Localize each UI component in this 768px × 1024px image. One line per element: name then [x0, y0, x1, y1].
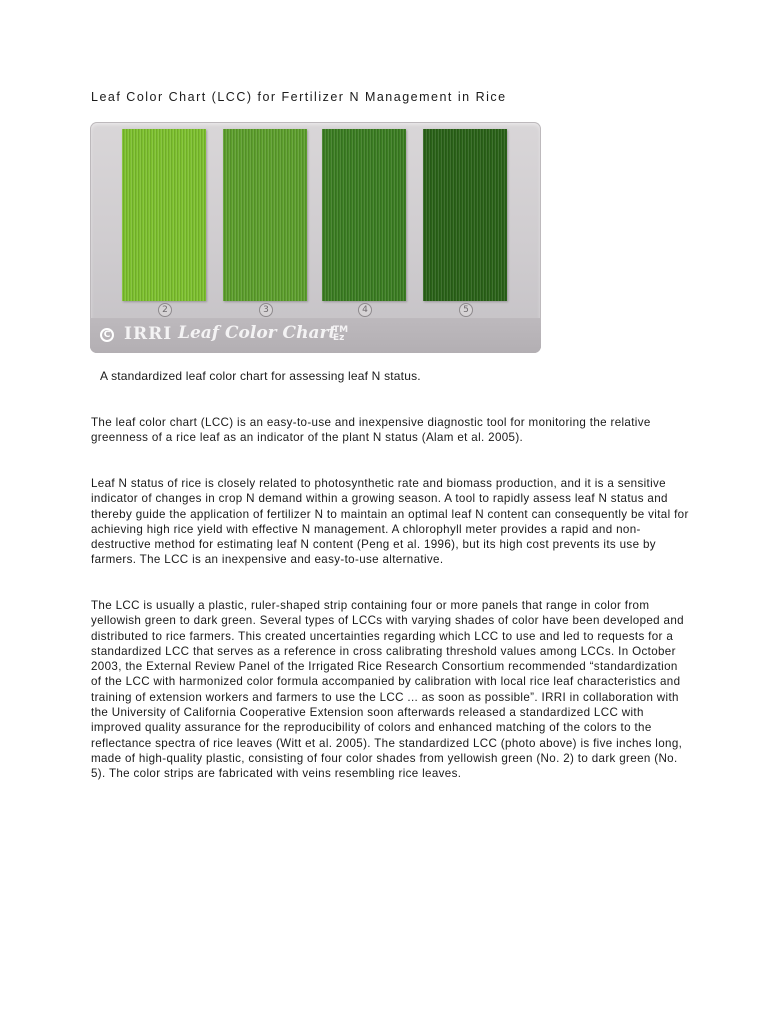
- paragraph-2: Leaf N status of rice is closely related to photosynthetic rate and biomass production, and it is a sensitive indicator of changes in crop N demand within a growing season. A tool to rapidly assess leaf N status and thereby guide the application of fertilizer N to maintain an optimal leaf N content can consequently be vital for achieving high rice yield with effective N management. A chlorophyll meter provides a rapid and non-destructive method for estimating leaf N content (Peng et al. 1996), but its high cost prevents its use by farmers. The LCC is an inexpensive and easy-to-use alternative.: [91, 477, 689, 567]
- paragraph-1: The leaf color chart (LCC) is an easy-to-use and inexpensive diagnostic tool for monitoring the relative greenness of a rice leaf as an indicator of the plant N status (Alam et al. 2005).: [91, 416, 651, 445]
- leaf-color-chart-brand: Leaf Color Chart: [178, 323, 337, 343]
- panel-number-5: 5: [459, 303, 473, 317]
- panel-number-3: 3: [259, 303, 273, 317]
- panel-number-4: 4: [358, 303, 372, 317]
- color-panel-4: [322, 129, 406, 301]
- panel-number-2: 2: [158, 303, 172, 317]
- color-panel-3: [223, 129, 307, 301]
- paragraph-3: The LCC is usually a plastic, ruler-shaped strip containing four or more panels that range in color from yellowish green to dark green. Several types of LCCs with varying shades of color have been developed and distributed to rice farmers. This created uncertainties regarding which LCC to use and led to requests for a standardized LCC that serves as a reference in cross calibrating threshold values among LCCs. In October 2003, the External Review Panel of the Irrigated Rice Research Consortium recommended “standardization of the LCC with harmonized color formula accompanied by calibration with local rice leaf characteristics and training of extension workers and farmers to use the LCC ... as soon as possible”. IRRI in collaboration with the University of California Cooperative Extension soon afterwards released a standardized LCC with improved quality assurance for the reproducibility of colors and enhanced matching of the colors to the reflectance spectra of rice leaves (Witt et al. 2005). The standardized LCC (photo above) is five inches long, made of high-quality plastic, consisting of four color shades from yellowish green (No. 2) to dark green (No. 5). The color strips are fabricated with veins resembling rice leaves.: [91, 599, 684, 781]
- leaf-color-chart-photo: [90, 122, 541, 353]
- copyright-icon: C: [100, 328, 114, 342]
- irri-logo-text: IRRI: [124, 324, 173, 344]
- color-panel-2: [122, 129, 206, 301]
- trademark-top: TM: [333, 325, 349, 335]
- trademark-bottom: Ez: [333, 333, 345, 343]
- document-title: Leaf Color Chart (LCC) for Fertilizer N Management in Rice: [91, 90, 507, 104]
- color-panel-5: [423, 129, 507, 301]
- figure-caption: A standardized leaf color chart for assessing leaf N status.: [100, 369, 421, 383]
- trademark-mark: [333, 326, 348, 342]
